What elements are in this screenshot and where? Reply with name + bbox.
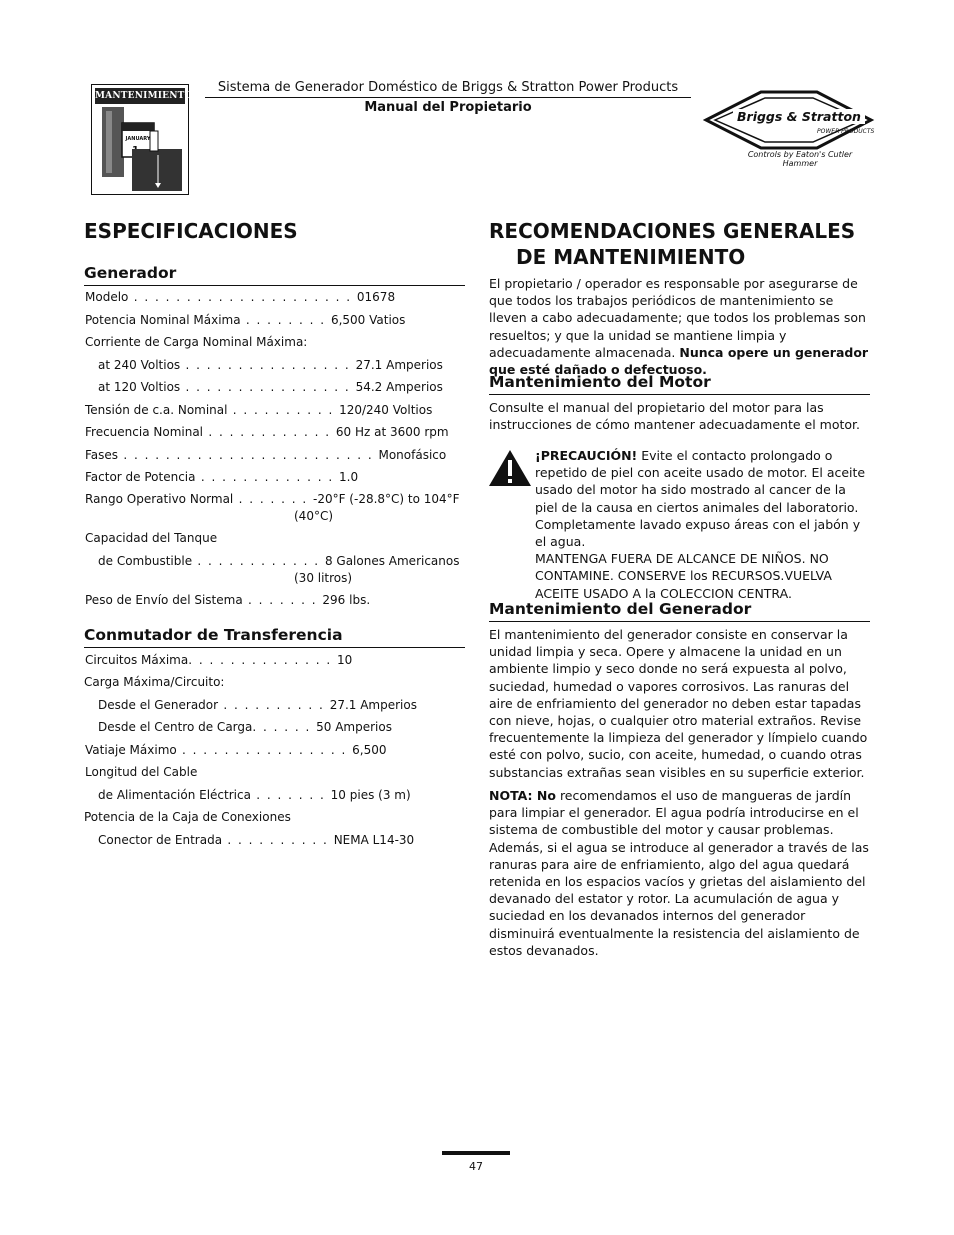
spec-label: Longitud del Cable: [85, 765, 198, 779]
spec-label: Factor de Potencia: [85, 470, 196, 484]
spec-leader-dots: . . . . . . .: [250, 788, 331, 802]
generator-maintenance-heading: Mantenimiento del Generador: [489, 600, 752, 618]
spec-row: [85, 531, 217, 545]
spec-label: de Combustible: [98, 554, 193, 568]
motor-maintenance-text: Consulte el manual del propietario del motor para las instrucciones de cómo mantener adecuadamente el motor.: [489, 400, 860, 433]
spec-label: Peso de Envío del Sistema: [85, 593, 243, 607]
spec-value: 50 Amperios: [316, 720, 392, 734]
spec-label: Tensión de c.a. Nominal: [85, 403, 228, 417]
spec-row: [85, 313, 405, 327]
spec-value: Monofásico: [378, 448, 447, 462]
spec-label: de Alimentación Eléctrica: [98, 788, 251, 802]
transfer-switch-heading-rule: [84, 647, 465, 648]
maintenance-heading-line2: DE MANTENIMIENTO: [516, 245, 746, 269]
spec-label: Potencia Nominal Máxima: [85, 313, 241, 327]
spec-row: [85, 653, 352, 667]
spec-row: [98, 788, 411, 802]
spec-leader-dots: . . . . . . .: [233, 492, 313, 506]
motor-heading-rule: [489, 394, 870, 395]
spec-label: Rango Operativo Normal: [85, 492, 234, 506]
spec-row: [294, 509, 333, 523]
spec-label: Desde el Centro de Carga: [98, 720, 253, 734]
spec-leader-dots: . . . . . . . . . . . . .: [195, 470, 339, 484]
generator-heading-rule: [84, 285, 465, 286]
spec-label: Modelo: [85, 290, 129, 304]
spec-value: 6,500: [352, 743, 387, 757]
wrench-calendar-icon: [92, 85, 187, 193]
caution-caps: MANTENGA FUERA DE ALCANCE DE NIÑOS. NO CONTAMINE. CONSERVE los RECURSOS.VUELVA ACEITE USADO A la COLECCION CENTRA.: [535, 551, 832, 601]
spec-leader-dots: . . . . . . .: [242, 593, 323, 607]
spec-value: 6,500 Vatios: [330, 313, 406, 327]
spec-value: 8 Galones Americanos: [324, 554, 460, 568]
spec-value: 120/240 Voltios: [339, 403, 433, 417]
header-subtitle: Manual del Propietario: [364, 100, 532, 115]
spec-leader-dots: . . . . . . . . . . . . . . . . . . . . .: [128, 290, 357, 304]
spec-label: Corriente de Carga Nominal Máxima:: [85, 335, 308, 349]
spec-value: 60 Hz at 3600 rpm: [335, 425, 449, 439]
transfer-switch-heading: Conmutador de Transferencia: [84, 626, 343, 644]
spec-leader-dots: . . . . . . . . . .: [222, 833, 334, 847]
generator-maintenance-text: El mantenimiento del generador consiste en conservar la unidad limpia y seca. Opere y almacene la unidad en un ambiente limpio y seco donde no será expuesta al polvo, suciedad, humedad o vapores corrosivos. Las ranuras del aire de enfriamiento del generador no deben estar tapadas con nieve, hojas, o cualquier otro material extraños. Revise frecuentemente la limpieza del generador y límpielo cuando esté con polvo, sucio, con aceite, humedad, o cuando otras substancias extrañas sean visibles en su superficie exterior.: [489, 627, 868, 780]
intro-warning: Nunca opere un generador que esté dañado o defectuoso.: [489, 344, 869, 378]
spec-value: 54.2 Amperios: [355, 380, 443, 394]
maintenance-logo: [91, 84, 193, 195]
spec-label: Circuitos Máxima: [85, 653, 189, 667]
spec-leader-dots: . . . . . . . .: [240, 313, 331, 327]
spec-value: 296 lbs.: [322, 593, 371, 607]
spec-label: Capacidad del Tanque: [85, 531, 218, 545]
spec-leader-dots: . . . . . . . . . . . . . . . .: [180, 358, 356, 372]
spec-value: 10: [337, 653, 353, 667]
spec-value: 1.0: [339, 470, 359, 484]
brand-caption: Controls by Eaton's Cutler Hammer: [747, 150, 853, 168]
spec-leader-dots: . . . . . . . . . . . .: [192, 554, 325, 568]
spec-label: Conector de Entrada: [98, 833, 223, 847]
spec-leader-dots: . . . . . . . . . . . . . .: [188, 653, 338, 667]
brand-name: Briggs & Stratton: [737, 109, 861, 124]
page-number: 47: [469, 1160, 483, 1173]
spec-row: [98, 720, 392, 734]
maintenance-intro: El propietario / operador es responsable por asegurarse de que todos los trabajos periódicos de mantenimiento se lleven a cabo adecuadamente; que todos los problemas son resueltos; y que la unidad se mantiene limpia y adecuadamente almacenada. Nunca opere un generador que esté dañado o defectuoso.: [489, 276, 869, 378]
caution-text: ¡PRECAUCIÓN! Evite el contacto prolongado o repetido de piel con aceite usado de motor. El aceite usado del motor ha sido mostrado al cancer de la piel de la causa en ciertos animales del laboratorio. Completamente lavado expuso áreas con el jabón y el agua. MANTENGA FUERA DE ALCANCE DE NIÑOS. NO CONTAMINE. CONSERVE los RECURSOS.VUELVA ACEITE USADO A la COLECCION CENTRA.: [535, 448, 866, 601]
spec-label: Vatiaje Máximo: [85, 743, 177, 757]
spec-leader-dots: . . . . . . . . . . . . . . . . . . . . . . . .: [118, 448, 379, 462]
spec-label: Fases: [85, 448, 119, 462]
spec-value: 10 pies (3 m): [330, 788, 411, 802]
spec-row: [85, 470, 358, 484]
spec-row: [85, 403, 432, 417]
spec-row: [98, 380, 443, 394]
spec-row: [98, 554, 459, 568]
spec-row: [294, 571, 352, 585]
svg-text:JANUARY: JANUARY: [125, 136, 151, 142]
spec-label: at 120 Voltios: [98, 380, 181, 394]
maintenance-heading-line1: RECOMENDACIONES GENERALES: [489, 219, 856, 243]
spec-row: [85, 448, 446, 462]
warning-triangle-icon: [487, 448, 533, 488]
spec-label: Carga Máxima/Circuito:: [84, 675, 225, 689]
spec-leader-dots: . . . . . . . . . . . . . . . .: [176, 743, 353, 757]
spec-row: [84, 675, 224, 689]
note-label: NOTA: No: [489, 788, 556, 803]
generator-heading: Generador: [84, 264, 177, 282]
spec-value: -20°F (-28.8°C) to 104°F: [312, 492, 460, 506]
spec-row: [98, 698, 417, 712]
motor-maintenance-heading: Mantenimiento del Motor: [489, 373, 711, 391]
spec-row: [85, 335, 307, 349]
page-number-rule: [442, 1151, 510, 1155]
maintenance-logo-label: MANTENIMIENTO: [95, 88, 185, 104]
generator-maintenance-heading-rule: [489, 621, 870, 622]
spec-row: [85, 492, 460, 506]
note-text: NOTA: No recomendamos el uso de mangueras de jardín para limpiar el generador. El agua podría introducirse en el sistema de combustible del motor y causar problemas. Además, si el agua se introduce al generador a través de las ranuras para aire de enfriamiento, algo del agua quedará retenida en los espacios vacíos y grietas del aislamiento del devanado del estator y rotor. La acumulación de agua y suciedad en los devanados internos del generador disminuirá eventualmente la resistencia del aislamiento de estos devanados.: [489, 788, 869, 958]
spec-value: 01678: [356, 290, 396, 304]
spec-row: [85, 290, 395, 304]
spec-row: [85, 765, 197, 779]
specifications-heading: ESPECIFICACIONES: [84, 219, 298, 243]
spec-value: (40°C): [294, 509, 334, 523]
spec-leader-dots: . . . . . . . . . . . . . . . .: [180, 380, 356, 394]
caution-label: ¡PRECAUCIÓN!: [535, 448, 638, 463]
spec-value: (30 litros): [294, 571, 353, 585]
spec-label: Desde el Generador: [98, 698, 219, 712]
spec-row: [85, 425, 449, 439]
header-title: Sistema de Generador Doméstico de Briggs & Stratton Power Products: [217, 80, 679, 95]
spec-row: [84, 810, 291, 824]
spec-leader-dots: . . . . . . . . . . . .: [203, 425, 336, 439]
brand-subtitle: POWER PRODUCTS: [817, 128, 875, 135]
spec-label: at 240 Voltios: [98, 358, 181, 372]
spec-leader-dots: . . . . . .: [252, 720, 317, 734]
spec-row: [85, 593, 370, 607]
spec-leader-dots: . . . . . . . . . .: [227, 403, 340, 417]
header-divider: [205, 97, 691, 98]
spec-label: Frecuencia Nominal: [85, 425, 204, 439]
spec-value: NEMA L14-30: [333, 833, 415, 847]
spec-row: [98, 833, 414, 847]
spec-value: 27.1 Amperios: [355, 358, 443, 372]
spec-value: 27.1 Amperios: [329, 698, 417, 712]
spec-row: [85, 743, 386, 757]
spec-row: [98, 358, 443, 372]
spec-leader-dots: . . . . . . . . . .: [218, 698, 330, 712]
spec-label: Potencia de la Caja de Conexiones: [84, 810, 291, 824]
